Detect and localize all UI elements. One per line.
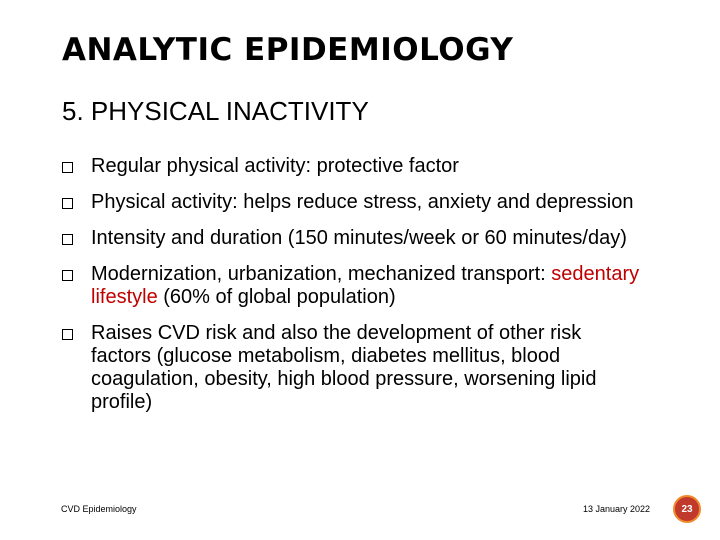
footer-date: 13 January 2022	[583, 504, 651, 514]
bullet-text: Raises CVD risk and also the development of other risk factors (glucose metabolism, diabetes mellitus, blood coagulation, obesity, high blood pressure, worsening lipid profile)	[91, 322, 597, 413]
checkbox-bullet-icon	[62, 329, 73, 340]
checkbox-bullet-icon	[62, 162, 73, 173]
page-number: 23	[681, 503, 693, 515]
highlight-text: sedentary lifestyle	[91, 263, 640, 308]
bullet-text-after: (60% of global population)	[157, 286, 396, 308]
bullet-item	[62, 155, 642, 178]
footer-label: CVD Epidemiology	[61, 504, 137, 514]
checkbox-bullet-icon	[62, 234, 73, 245]
bullet-text: Physical activity: helps reduce stress, anxiety and depression	[91, 191, 634, 213]
bullet-item	[62, 227, 642, 250]
bullet-list	[62, 155, 642, 427]
bullet-item	[62, 191, 642, 214]
page-number-badge	[673, 495, 701, 523]
checkbox-bullet-icon	[62, 270, 73, 281]
checkbox-bullet-icon	[62, 198, 73, 209]
slide-title: ANALYTIC EPIDEMIOLOGY	[62, 32, 514, 68]
bullet-text: Intensity and duration (150 minutes/week or 60 minutes/day)	[91, 227, 627, 249]
bullet-text-before: Modernization, urbanization, mechanized transport:	[91, 263, 552, 285]
bullet-item	[62, 263, 642, 309]
bullet-text: Regular physical activity: protective factor	[91, 155, 459, 177]
bullet-item	[62, 322, 642, 414]
slide-subtitle: 5. PHYSICAL INACTIVITY	[62, 96, 369, 126]
